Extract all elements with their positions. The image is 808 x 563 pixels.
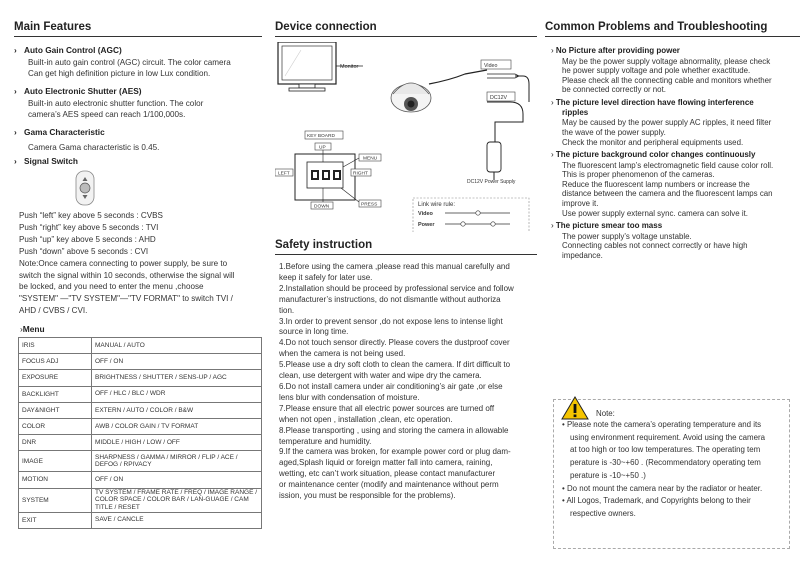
note-line: perature is -10~+50 .) [570, 470, 646, 480]
link-power-label: Power [418, 222, 435, 228]
safety-line: or maintenance center (modify and maintenance without perm [279, 480, 499, 490]
solution-line: The power supply’s voltage unstable. [562, 231, 692, 241]
monitor-icon [278, 42, 336, 91]
note-box [553, 399, 790, 549]
safety-instruction-title: Safety instruction [275, 239, 537, 255]
menu-row [19, 512, 262, 528]
note-text [562, 419, 790, 521]
menu-item-name: MOTION [19, 472, 92, 488]
safety-line: temperature and humidity. [279, 436, 372, 446]
note-line: • All Logos, Trademark, and Copyrights belong to their [562, 496, 751, 506]
aes-text: Built-in auto electronic shutter function. The color camera’s AES speed can reach 1/100,000s. [28, 99, 204, 119]
push-line: Push “down” above 5 seconds : CVI [19, 246, 149, 256]
note-line: • Do not mount the camera near by the radiator or heater. [562, 483, 763, 493]
menu-item-options: SHARPNESS / GAMMA / MIRROR / FLIP / ACE / DEFOG / RPIVACY [92, 451, 262, 472]
keyboard-diagram [275, 131, 381, 210]
safety-line: clean, use detergent with water and wipe dry the camera. [279, 371, 482, 381]
agc-heading: › Auto Gain Control (AGC) [14, 45, 122, 55]
problem-heading: › The picture background color changes continuously [551, 150, 756, 160]
safety-line: 8.Please transporting , using and storing the camera in allowable [279, 425, 509, 435]
aes-heading: › Auto Electronic Shutter (AES) [14, 86, 142, 96]
note-line: perature is -30~+60 . (Recommendatory operating tem [570, 458, 761, 468]
menu-row [19, 488, 262, 512]
device-connection-diagram [275, 42, 537, 232]
solution-line: The fluorescent lamp’s electromagnetic field cause color roll. [562, 160, 774, 170]
gamma-text: Camera Gama characteristic is 0.45. [28, 143, 160, 152]
solution-line: Please check all the connecting cable and monitors whether [562, 75, 772, 85]
right-key-label: RIGHT [353, 171, 368, 177]
problem-solution [562, 232, 798, 261]
menu-item-options: EXTERN / AUTO / COLOR / B&W [92, 402, 262, 418]
menu-item-options: MANUAL / AUTO [92, 338, 262, 354]
menu-row [19, 370, 262, 386]
safety-instruction-list [279, 262, 535, 502]
menu-row [19, 402, 262, 418]
solution-line: impedance. [562, 250, 603, 260]
chevron-right-icon: › [551, 46, 556, 55]
problem-solution [562, 161, 798, 219]
push-line: Note:Once camera connecting to power supply, be sure to [19, 258, 228, 268]
chevron-right-icon: › [551, 97, 556, 107]
safety-line: lens blur with condensation of moisture. [279, 392, 420, 402]
menu-key-label: MENU [363, 156, 378, 162]
safety-line: source in long time. [279, 327, 349, 337]
safety-line: 4.Do not touch sensor directly. Please covers the dustproof cover [279, 338, 510, 348]
push-line: AHD / CVBS / CVI. [19, 306, 88, 316]
safety-line: 5.Please use a dry soft cloth to clean the camera. If dirt difficult to [279, 360, 511, 370]
monitor-label: Monitor [340, 64, 359, 70]
safety-line: 9.If the camera was broken, for example power cord or plug dam- [279, 447, 511, 457]
safety-line: tion. [279, 305, 295, 315]
agc-text: Built-in auto gain control (AGC) circuit. The color camera Can get high definition picture in low Lux condition. [28, 58, 231, 78]
solution-line: This is proper phenomenon of the cameras. [562, 170, 715, 180]
dc12v-label: DC12V [490, 95, 508, 101]
safety-line: when the camera is not being used. [279, 349, 406, 359]
note-line: • Please note the camera’s operating temperature and its [562, 420, 762, 429]
menu-item-options: OFF / ON [92, 354, 262, 370]
signal-switch-illustration [70, 170, 100, 206]
solution-line: he power supply voltage and pole whether exactitude. [562, 66, 751, 76]
menu-item-name: FOCUS ADJ [19, 354, 92, 370]
push-line: Push “up” key above 5 seconds : AHD [19, 234, 156, 244]
device-column [275, 0, 537, 563]
menu-item-options: MIDDLE / HIGH / LOW / OFF [92, 435, 262, 451]
up-label: UP [319, 145, 326, 151]
device-connection-title: Device connection [275, 21, 537, 37]
push-line: Push “right” key above 5 seconds : TVI [19, 222, 159, 232]
left-key-label: LEFT [278, 171, 290, 177]
menu-item-name: COLOR [19, 418, 92, 434]
power-supply-label: DC12V Power Supply [467, 179, 516, 185]
menu-item-name: EXIT [19, 512, 92, 528]
note-title: Note: [596, 409, 615, 418]
menu-item-options: OFF / ON [92, 472, 262, 488]
chevron-right-icon: › [551, 221, 556, 231]
solution-line: distance between the camera and the fluorescent lamps can [562, 189, 773, 199]
push-line: switch the signal within 10 seconds, otherwise the signal will [19, 270, 235, 280]
safety-line: ission, you must be responsible for the problems). [279, 491, 456, 501]
menu-item-name: IRIS [19, 338, 92, 354]
menu-item-name: DNR [19, 435, 92, 451]
safety-line: 1.Before using the camera ,please read this manual carefully and [279, 262, 510, 271]
power-supply-icon [487, 142, 501, 180]
safety-line: keep it safely for later use. [279, 272, 373, 282]
push-line: be locked, and you need to enter the menu ,choose [19, 282, 204, 292]
problem-solution [562, 118, 798, 147]
menu-heading: ›Menu [20, 324, 45, 334]
menu-item-name: IMAGE [19, 451, 92, 472]
menu-item-name: SYSTEM [19, 488, 92, 512]
video-label: Video [484, 63, 498, 69]
note-line: respective owners. [570, 508, 636, 518]
solution-line: May be the power supply voltage abnormality, please check [562, 56, 771, 66]
safety-line: manufacturer’s instructions, do not dismantle without authoriza [279, 294, 501, 304]
solution-line: Check the monitor and peripheral equipments used. [562, 137, 744, 147]
problem-heading: › The picture smear too mass [551, 221, 663, 231]
safety-line: 3.In order to prevent sensor ,do not expose lens to intense light [279, 316, 503, 326]
menu-row [19, 354, 262, 370]
down-key-label: DOWN [314, 204, 330, 210]
warning-icon [561, 396, 589, 420]
menu-row [19, 472, 262, 488]
menu-item-name: DAY&NIGHT [19, 402, 92, 418]
solution-line: Use power supply external sync. camera can solve it. [562, 208, 748, 218]
gamma-heading: › Gama Characteristic [14, 127, 105, 137]
chevron-right-icon: › [551, 150, 556, 160]
keyboard-label: KEY BOARD [307, 134, 335, 139]
menu-item-name: EXPOSURE [19, 370, 92, 386]
link-wire-rule [413, 198, 529, 232]
note-line: at too high or too low temperatures. The operating tem [570, 445, 761, 455]
menu-row [19, 338, 262, 354]
link-video-label: Video [418, 211, 433, 217]
menu-row [19, 451, 262, 472]
push-line: Push “left” key above 5 seconds : CVBS [19, 211, 163, 220]
menu-item-name: BACKLIGHT [19, 386, 92, 402]
safety-line: 7.Please ensure that all electric power sources are turned off [279, 403, 495, 413]
push-line: "SYSTEM" —"TV SYSTEM"—"TV FORMAT" to switch TVI / [19, 294, 233, 304]
safety-line: 2.Installation should be proceed by professional service and follow [279, 283, 514, 293]
main-features-column [14, 0, 266, 563]
link-rule-label: Link wire rule: [418, 202, 456, 208]
menu-row [19, 386, 262, 402]
problem-heading: › No Picture after providing power [551, 46, 680, 55]
safety-line: aged,Splash liquid or foreign matter fall into camera, raining, [279, 458, 493, 468]
note-line: using environment requirement. Avoid using the camera [570, 432, 766, 442]
safety-line: 6.Do not install camera under air conditioning’s air gate ,or else [279, 381, 503, 391]
safety-line: wetting, etc can’t work situation, please contact manufacturer [279, 469, 496, 479]
main-features-title: Main Features [14, 21, 262, 37]
solution-line: Reduce the fluorescent lamp numbers or increase the [562, 179, 750, 189]
troubleshooting-title: Common Problems and Troubleshooting [545, 21, 800, 37]
solution-line: the wave of the power supply. [562, 127, 666, 137]
menu-item-options: AWB / COLOR GAIN / TV FORMAT [92, 418, 262, 434]
solution-line: May be caused by the power supply AC ripples, it need filter [562, 118, 772, 128]
menu-item-options: OFF / HLC / BLC / WDR [92, 386, 262, 402]
menu-item-options: SAVE / CANCLE [92, 512, 262, 528]
problem-heading-cont: ripples [562, 108, 589, 118]
signal-switch-instructions [19, 210, 269, 317]
menu-row [19, 435, 262, 451]
joystick-knob-icon [80, 183, 90, 193]
signal-heading: › Signal Switch [14, 156, 78, 166]
menu-row [19, 418, 262, 434]
problem-heading: › The picture level direction have flowing interference [551, 97, 754, 107]
menu-item-options: BRIGHTNESS / SHUTTER / SENS-UP / AGC [92, 370, 262, 386]
press-key-label: PRESS [361, 202, 378, 208]
menu-table [18, 337, 262, 529]
menu-item-options: TV SYSTEM / FRAME RATE / FREQ / IMAGE RANGE / COLOR SPACE / COLOR BAR / LAN-GUAGE / CAM TITLE / RESET [92, 488, 262, 512]
solution-line: Connecting cables not connect correctly or have high [562, 241, 748, 251]
camera-dome-icon [391, 83, 431, 112]
safety-line: when not open , installation ,clean, etc operation. [279, 414, 453, 424]
problem-solution [562, 57, 798, 95]
solution-line: improve it. [562, 199, 599, 209]
solution-line: be connected correctly or not. [562, 85, 666, 95]
